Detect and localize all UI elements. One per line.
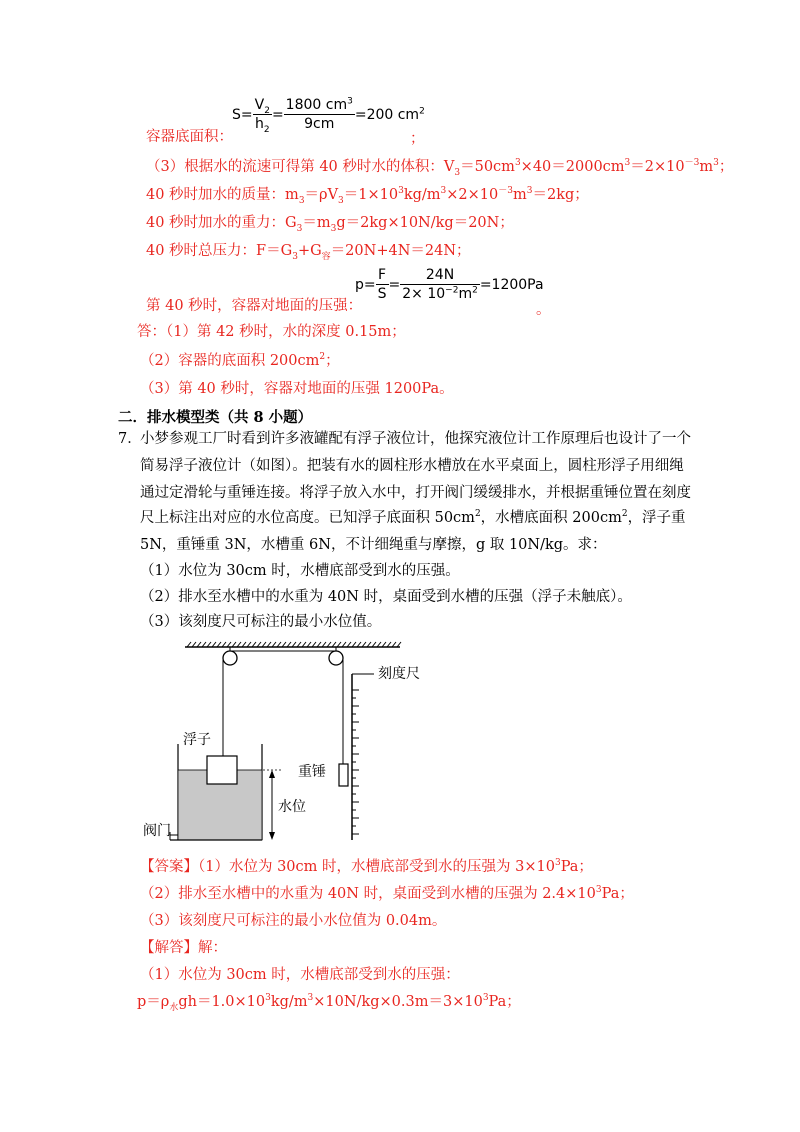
pulley-left — [223, 651, 237, 665]
numerator: F — [376, 266, 389, 285]
ceiling-hatch-line — [392, 642, 396, 647]
solution-tag-line — [140, 938, 227, 958]
subscript: 容 — [321, 251, 331, 262]
ceiling-hatch-line — [272, 642, 276, 647]
ceiling-hatch-line — [367, 642, 371, 647]
denominator: 9cm — [304, 116, 335, 132]
text: g＝2kg×10N/kg＝20N； — [336, 215, 514, 231]
valve-label: 阀门 — [143, 823, 171, 839]
subscript: 2 — [263, 124, 270, 135]
label-level — [278, 797, 306, 817]
subscript: 3 — [296, 223, 303, 234]
ceiling-hatch-line — [202, 642, 206, 647]
text: 40 秒时加水的质量：m — [146, 187, 299, 203]
question-number: 7． — [118, 431, 142, 447]
subscript: 3 — [292, 251, 298, 262]
area-label-end — [410, 129, 425, 149]
q7-line-5 — [140, 535, 607, 555]
ceiling-hatch-line — [342, 642, 346, 647]
ceiling-hatch-line — [322, 642, 326, 647]
numerator: 24N — [400, 266, 480, 285]
superscript: 2 — [621, 509, 628, 520]
solution-line-1 — [140, 965, 460, 985]
text: （3）根据水的流速可得第 40 秒时水的体积：V — [146, 159, 455, 175]
ceiling-hatch-line — [327, 642, 331, 647]
fraction-volume-height — [284, 96, 355, 133]
q7-sub-3 — [140, 612, 381, 632]
denominator — [400, 285, 480, 303]
ceiling-hatch-line — [197, 642, 201, 647]
superscript: 3 — [440, 186, 447, 197]
fraction-f-s — [376, 266, 389, 303]
area-label-line — [146, 127, 233, 147]
ceiling-hatch-line — [372, 642, 376, 647]
answer-line-1 — [137, 322, 406, 342]
ceiling-hatch-line — [252, 642, 256, 647]
text: ×10N/kg×0.3m＝3×10 — [313, 994, 483, 1010]
ceiling — [185, 642, 401, 647]
text: ＝m — [302, 215, 331, 231]
superscript: 3 — [554, 858, 561, 869]
denominator: h — [254, 116, 264, 132]
ceiling-hatch-line — [237, 642, 241, 647]
subscript: 水 — [169, 1002, 179, 1013]
superscript: 2 — [419, 105, 425, 116]
text: Pa； — [601, 886, 634, 902]
q7-sub-2 — [140, 587, 632, 607]
pulley-right — [329, 651, 343, 665]
superscript: －3 — [684, 158, 700, 169]
area-label: 容器底面积： — [146, 129, 233, 145]
text: 2× 10 — [402, 286, 446, 302]
equals-sign: = — [479, 276, 492, 293]
answer-block-line-1 — [140, 857, 593, 877]
superscript: 3 — [398, 186, 404, 197]
pressure-end-punct: 。 — [536, 302, 551, 318]
ceiling-hatch-line — [387, 642, 391, 647]
equals-sign: = — [388, 276, 401, 293]
ceiling-hatch-line — [397, 642, 401, 647]
superscript: 3 — [347, 96, 353, 107]
float-label: 浮子 — [183, 732, 211, 748]
formula-result: 1200Pa — [491, 276, 544, 293]
text: 解： — [198, 940, 227, 956]
result-value: 200 cm — [366, 106, 420, 123]
fraction-force-area — [400, 266, 480, 303]
superscript: 3 — [514, 158, 521, 169]
formula-lhs: S — [232, 106, 241, 123]
q7-number — [118, 429, 142, 449]
text: （2）排水至水槽中的水重为 40N 时，桌面受到水槽的压强为 2.4×10 — [140, 886, 596, 902]
pressure-label-line — [146, 296, 362, 316]
force-line — [146, 241, 471, 261]
equals-sign: = — [240, 106, 253, 123]
ceiling-hatch-line — [267, 642, 271, 647]
label-ruler — [378, 664, 420, 684]
text: ×2×10 — [446, 187, 499, 203]
formula-result — [367, 107, 425, 123]
answer-block-line-3 — [140, 911, 446, 931]
ceiling-hatch-line — [257, 642, 261, 647]
text: 尺上标注出对应的水位高度。已知浮子底面积 50cm — [140, 510, 475, 526]
label-weight — [298, 762, 326, 782]
ceiling-hatch-line — [307, 642, 311, 647]
text: gh＝1.0×10 — [178, 994, 266, 1010]
equals-sign: = — [363, 276, 376, 293]
solution-tag: 【解答】 — [140, 940, 198, 956]
text: （2）排水至水槽中的水重为 40N 时，桌面受到水槽的压强（浮子未触底）。 — [140, 589, 632, 605]
superscript: 3 — [265, 993, 271, 1004]
pressure-label: 第 40 秒时，容器对地面的压强： — [146, 298, 363, 314]
q7-sub-1 — [140, 561, 460, 581]
answer-block-line-2 — [140, 884, 634, 904]
ceiling-hatch-line — [332, 642, 336, 647]
text: ＝50cm — [460, 159, 515, 175]
numerator: 1800 cm — [285, 97, 348, 113]
level-label: 水位 — [278, 799, 306, 815]
gravity-line — [146, 213, 514, 233]
area-end-punct: ； — [410, 131, 425, 147]
ceiling-hatch-line — [282, 642, 286, 647]
ceiling-hatch-line — [362, 642, 366, 647]
subscript: 3 — [454, 167, 461, 178]
answer-line-3 — [140, 379, 454, 399]
answer-line-2 — [140, 351, 340, 371]
ceiling-hatch-line — [382, 642, 386, 647]
superscript: 2 — [319, 352, 326, 363]
text: （1）水位为 30cm 时，水槽底部受到水的压强： — [140, 967, 460, 983]
text: （2）容器的底面积 200cm — [140, 353, 320, 369]
float — [207, 756, 237, 784]
superscript: 3 — [482, 993, 489, 1004]
text: 5N，重锤重 3N，水槽重 6N，不计细绳重与摩擦，g 取 10N/kg。求： — [140, 537, 607, 553]
text: kg/m — [270, 994, 308, 1010]
text: （1）水位为 30cm 时，水槽底部受到水的压强为 3×10 — [198, 859, 555, 875]
ceiling-hatch-line — [297, 642, 301, 647]
superscript: 2 — [472, 285, 478, 296]
text: Pa； — [560, 859, 593, 875]
label-valve — [143, 821, 171, 841]
q7-line-4 — [140, 508, 686, 528]
ceiling-hatch-line — [277, 642, 281, 647]
text: （1）水位为 30cm 时，水槽底部受到水的压强。 — [140, 563, 460, 579]
superscript: 2 — [474, 509, 481, 520]
denominator: S — [377, 286, 387, 302]
equals-sign: = — [271, 106, 284, 123]
text: 答：（1）第 42 秒时，水的深度 0.15m； — [137, 324, 406, 340]
text: m — [699, 159, 714, 175]
text: （3）第 40 秒时，容器对地面的压强 1200Pa。 — [140, 381, 454, 397]
ceiling-hatch-line — [347, 642, 351, 647]
text: p＝ρ — [137, 994, 170, 1010]
q7-line-1 — [140, 429, 691, 449]
area-formula — [232, 96, 425, 133]
superscript: 3 — [526, 186, 533, 197]
ceiling-hatch-line — [217, 642, 221, 647]
ceiling-hatch-line — [247, 642, 251, 647]
text: ＝2kg； — [532, 187, 589, 203]
text: 简易浮子液位计（如图）。把装有水的圆柱形水槽放在水平桌面上，圆柱形浮子用细绳 — [140, 458, 684, 474]
text: +G — [297, 243, 322, 259]
ceiling-hatch-line — [187, 642, 191, 647]
text: ，水槽底面积 200cm — [480, 510, 622, 526]
weight-label: 重锤 — [298, 764, 326, 780]
fraction-v2-h2 — [253, 96, 272, 133]
formula-lhs: p — [355, 276, 364, 293]
ruler-label: 刻度尺 — [378, 666, 420, 682]
superscript: 3 — [307, 993, 314, 1004]
ceiling-hatch-line — [377, 642, 381, 647]
text: ＝1×10 — [343, 187, 399, 203]
equals-sign: = — [354, 106, 367, 123]
q7-line-2 — [140, 456, 684, 476]
text: ； — [718, 159, 734, 175]
answer-tag: 【答案】 — [140, 859, 198, 875]
text: m — [513, 187, 527, 203]
subscript: 3 — [298, 195, 305, 206]
weight — [339, 764, 348, 786]
ceiling-hatch-line — [312, 642, 316, 647]
ceiling-hatch-line — [317, 642, 321, 647]
text: 小梦参观工厂时看到许多液罐配有浮子液位计，他探究液位计工作原理后也设计了一个 — [140, 431, 691, 447]
text: ； — [325, 353, 340, 369]
superscript: 3 — [713, 158, 719, 169]
ceiling-hatch-line — [302, 642, 306, 647]
section-title — [118, 408, 312, 428]
superscript: －3 — [498, 186, 513, 197]
q7-line-3 — [140, 483, 691, 503]
ceiling-hatch-line — [262, 642, 266, 647]
text: m — [458, 286, 473, 302]
ceiling-hatch-line — [207, 642, 211, 647]
subscript: 3 — [338, 195, 344, 206]
text: Pa； — [488, 994, 521, 1010]
text: （3）该刻度尺可标注的最小水位值为 0.04m。 — [140, 913, 447, 929]
ceiling-hatch-line — [227, 642, 231, 647]
ceiling-hatch-line — [357, 642, 361, 647]
subscript: 2 — [264, 105, 270, 116]
ceiling-hatch-line — [337, 642, 341, 647]
superscript: −2 — [445, 285, 459, 296]
pressure-label-end — [536, 300, 551, 320]
pressure-formula — [355, 266, 544, 303]
arrow-head-up — [269, 770, 275, 778]
text: （3）该刻度尺可标注的最小水位值。 — [140, 614, 382, 630]
subscript: 3 — [330, 223, 337, 234]
text: ＝ρV — [304, 187, 339, 203]
numerator: V — [254, 97, 265, 113]
mass-line — [146, 185, 589, 205]
text: 通过定滑轮与重锤连接。将浮子放入水中，打开阀门缓缓排水，并根据重锤位置在刻度 — [140, 485, 691, 501]
ceiling-hatch-line — [352, 642, 356, 647]
ceiling-hatch-line — [232, 642, 236, 647]
text: kg/m — [403, 187, 441, 203]
text: ＝20N+4N＝24N； — [330, 243, 471, 259]
superscript: 3 — [624, 158, 631, 169]
solution-equation — [137, 992, 521, 1012]
text: ，浮子重 — [627, 510, 686, 526]
section-title-text: 二．排水模型类（共 8 小题） — [118, 409, 313, 426]
text: 40 秒时加水的重力：G — [146, 215, 297, 231]
ceiling-hatch-line — [192, 642, 196, 647]
text: ×40＝2000cm — [520, 159, 625, 175]
ceiling-hatch-line — [222, 642, 226, 647]
ceiling-hatch-line — [212, 642, 216, 647]
ceiling-hatch-line — [292, 642, 296, 647]
ceiling-hatch-line — [242, 642, 246, 647]
text: 40 秒时总压力：F＝G — [146, 243, 293, 259]
water — [178, 770, 262, 840]
ceiling-hatch-line — [287, 642, 291, 647]
superscript: 3 — [595, 885, 602, 896]
text: ＝2×10 — [630, 159, 685, 175]
label-float — [183, 730, 211, 750]
arrow-head-down — [269, 832, 275, 840]
volume-line — [146, 157, 733, 177]
